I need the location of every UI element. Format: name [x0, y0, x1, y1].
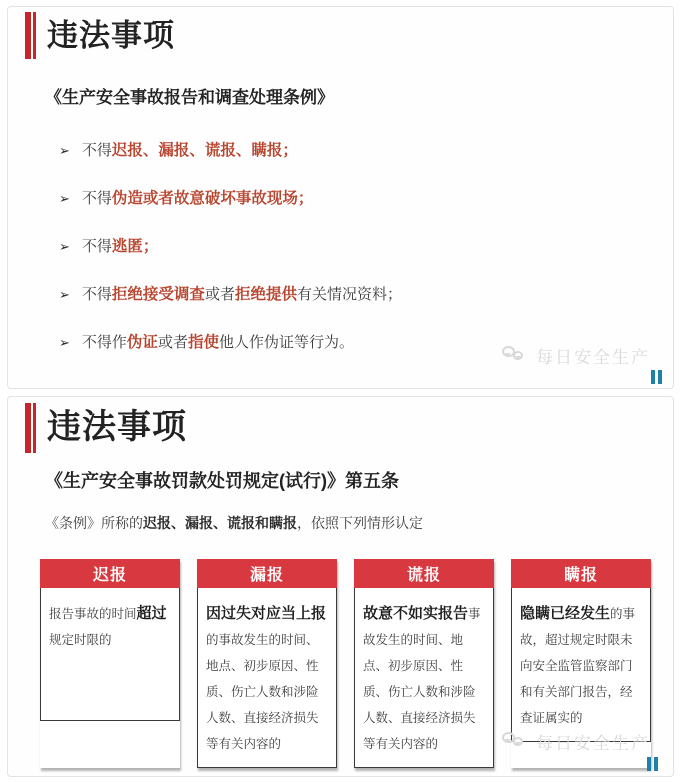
slide-panel-1	[7, 6, 674, 389]
card-header: 迟报	[40, 559, 180, 588]
card-header: 漏报	[197, 559, 337, 588]
arrow-bullet-icon: ➢	[59, 191, 70, 206]
plain-text: ，依照下列情形认定	[297, 515, 423, 531]
highlighted-text: 伪造或者故意破坏事故现场；	[111, 190, 314, 207]
red-accent-bars-icon	[25, 12, 36, 59]
highlighted-text: 迟报、漏报、谎报和瞒报	[143, 515, 297, 531]
highlighted-text: 拒绝提供	[234, 286, 297, 303]
bullet-text	[82, 238, 159, 255]
slide2-intro-text	[45, 513, 673, 533]
highlighted-text: 拒绝接受调查	[111, 286, 205, 303]
plain-text: 或者	[204, 286, 235, 303]
card-chibao	[40, 559, 180, 768]
plain-text: 的事故，超过规定时限未向安全监管监察部门和有关部门报告，经查证属实的	[520, 607, 636, 725]
arrow-bullet-icon: ➢	[59, 335, 70, 350]
plain-text: 不得	[81, 190, 112, 207]
card-body	[40, 588, 180, 721]
slide2-title-row	[25, 403, 673, 453]
highlighted-text: 迟报、漏报、谎报、瞒报；	[111, 142, 298, 159]
watermark-text: 每日安全生产	[536, 734, 650, 753]
pause-bars-icon	[647, 757, 658, 771]
slide2-title: 违法事项	[47, 408, 187, 447]
card-huangbao	[354, 559, 494, 768]
highlighted-text: 指使	[187, 334, 219, 351]
arrow-bullet-icon: ➢	[59, 287, 70, 302]
card-body	[354, 588, 494, 768]
plain-text: 不得	[81, 286, 112, 303]
slide2-subtitle: 《生产安全事故罚款处罚规定(试行)》第五条	[45, 471, 399, 491]
plain-text: 报告事故的时间	[49, 607, 137, 621]
watermark-text: 每日安全生产	[536, 348, 650, 367]
list-item	[59, 282, 673, 304]
arrow-bullet-icon: ➢	[59, 143, 70, 158]
plain-text: 的事故发生的时间、地点、初步原因、性质、伤亡人数和涉险人数、直接经济损失等有关内容的	[206, 633, 319, 751]
bullet-text	[82, 286, 402, 303]
highlighted-text: 隐瞒已经发生	[520, 605, 611, 622]
list-item	[59, 186, 673, 208]
slide1-title-row	[25, 12, 673, 59]
plain-text: 不得作	[81, 334, 127, 351]
highlighted-text: 因过失对应当上报	[206, 605, 327, 622]
plain-text: 或者	[157, 334, 188, 351]
card-body	[511, 588, 651, 742]
plain-text: 《条例》所称的	[45, 515, 143, 531]
highlighted-text: 伪证	[126, 334, 158, 351]
card-header: 谎报	[354, 559, 494, 588]
plain-text: 不得	[81, 238, 112, 255]
wechat-logo-icon	[502, 345, 529, 366]
bullet-text	[82, 190, 314, 207]
card-header: 瞒报	[511, 559, 651, 588]
slide1-subtitle: 《生产安全事故报告和调查处理条例》	[45, 88, 334, 107]
bullet-text	[82, 142, 298, 159]
highlighted-text: 逃匿；	[111, 238, 159, 255]
slide-panel-2	[7, 396, 674, 777]
highlighted-text: 故意不如实报告	[363, 605, 469, 622]
card-body	[197, 588, 337, 768]
wechat-logo-icon	[502, 731, 529, 752]
red-accent-bars-icon	[25, 403, 36, 453]
plain-text: 不得	[81, 142, 112, 159]
watermark	[502, 729, 650, 754]
plain-text: 有关情况资料；	[296, 286, 402, 303]
card-loubao	[197, 559, 337, 768]
plain-text: 他人作伪证等行为。	[218, 334, 354, 351]
slide1-bullet-list	[59, 138, 673, 352]
arrow-bullet-icon: ➢	[59, 239, 70, 254]
list-item	[59, 138, 673, 160]
highlighted-text: 超过	[136, 605, 167, 622]
bullet-text	[82, 334, 354, 351]
plain-text: 事故发生的时间、地点、初步原因、性质、伤亡人数和涉险人数、直接经济损失等有关内容的	[363, 607, 481, 751]
list-item	[59, 234, 673, 256]
watermark	[502, 343, 650, 368]
plain-text: 规定时限的	[49, 633, 112, 647]
slide1-title: 违法事项	[47, 17, 175, 53]
pause-bars-icon	[651, 370, 662, 384]
